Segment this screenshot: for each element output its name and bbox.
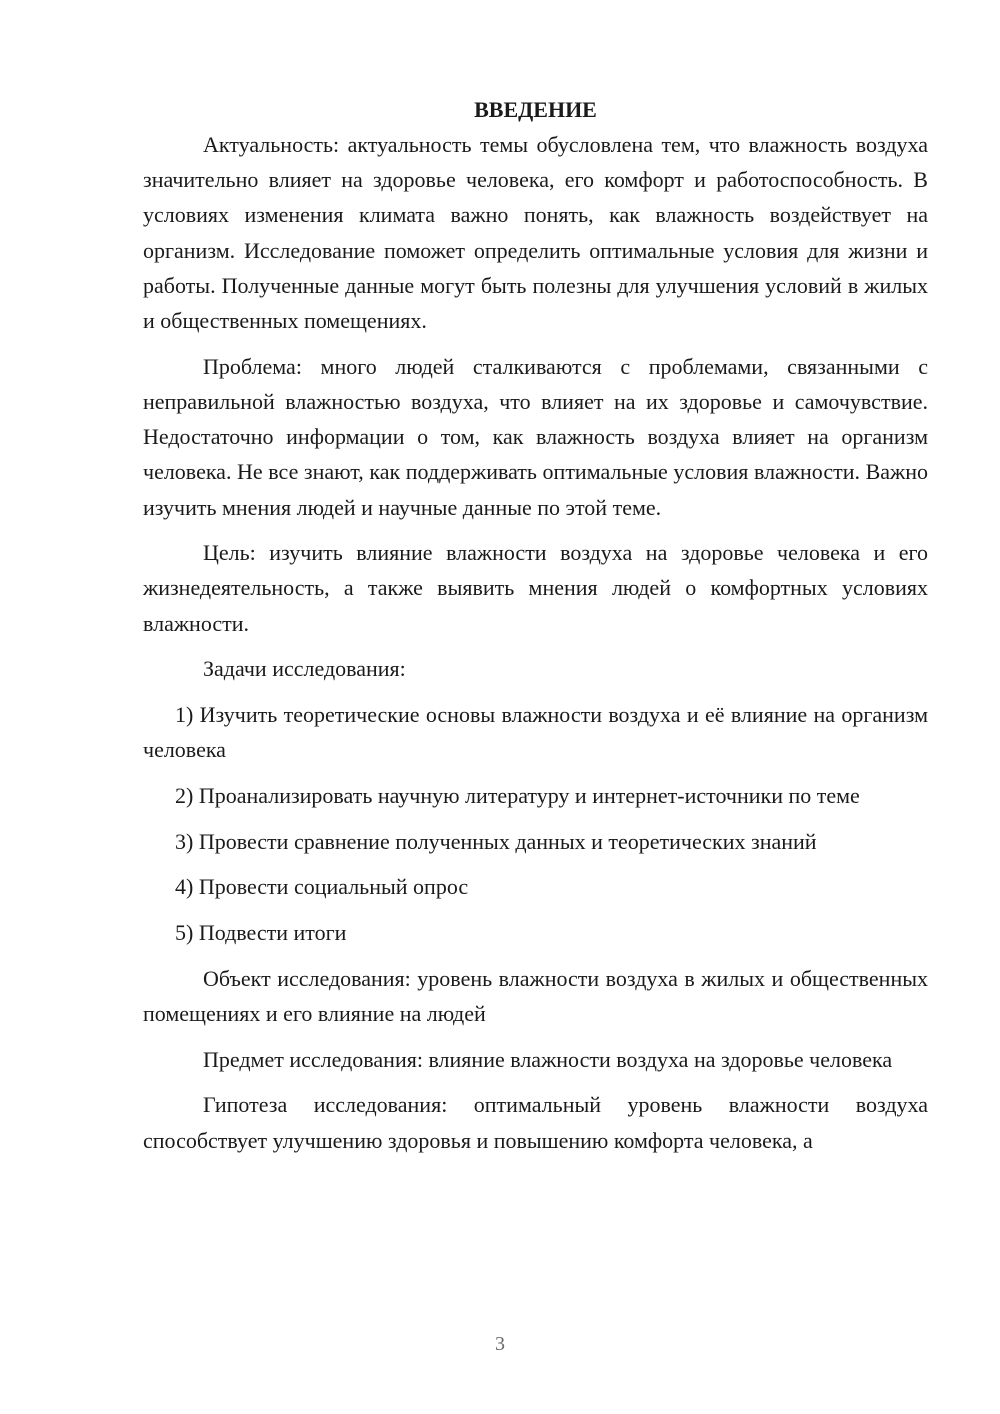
document-page xyxy=(143,92,928,1168)
subject-paragraph: Предмет исследования: влияние влажности воздуха на здоровье человека xyxy=(203,1046,893,1072)
task-item: 3) Провести сравнение полученных данных и теоретических знаний xyxy=(175,828,817,854)
problem-paragraph: Проблема: много людей сталкиваются с проблемами, связанными с неправильной влажностью воздуха, что влияет на их здоровье и самочувствие. Недостаточно информации о том, как влажность воздуха влияет на организм человека. Не все знают, как поддерживать оптимальные условия влажности. Важно изучить мнения людей и научные данные по этой теме. xyxy=(143,353,928,520)
page-number: 3 xyxy=(495,1333,505,1355)
object-paragraph: Объект исследования: уровень влажности воздуха в жилых и общественных помещениях и его влияние на людей xyxy=(143,965,928,1026)
tasks-heading: Задачи исследования: xyxy=(203,656,406,682)
task-item: 5) Подвести итоги xyxy=(175,920,347,946)
goal-paragraph: Цель: изучить влияние влажности воздуха на здоровье человека и его жизнедеятельность, а также выявить мнения людей о комфортных условиях влажности. xyxy=(143,540,928,636)
task-item: 1) Изучить теоретические основы влажности воздуха и её влияние на организм человека xyxy=(143,702,928,763)
relevance-paragraph: Актуальность: актуальность темы обусловлена тем, что влажность воздуха значительно влияет на здоровье человека, его комфорт и работоспособность. В условиях изменения климата важно понять, как влажность воздействует на организм. Исследование поможет определить оптимальные условия для жизни и работы. Полученные данные могут быть полезны для улучшения условий в жилых и общественных помещениях. xyxy=(143,132,928,334)
task-item: 2) Проанализировать научную литературу и интернет-источники по теме xyxy=(175,782,860,808)
section-title: ВВЕДЕНИЕ xyxy=(474,97,597,122)
task-item: 4) Провести социальный опрос xyxy=(175,874,469,900)
hypothesis-paragraph: Гипотеза исследования: оптимальный уровень влажности воздуха способствует улучшению здоровья и повышению комфорта человека, а xyxy=(143,1092,928,1153)
